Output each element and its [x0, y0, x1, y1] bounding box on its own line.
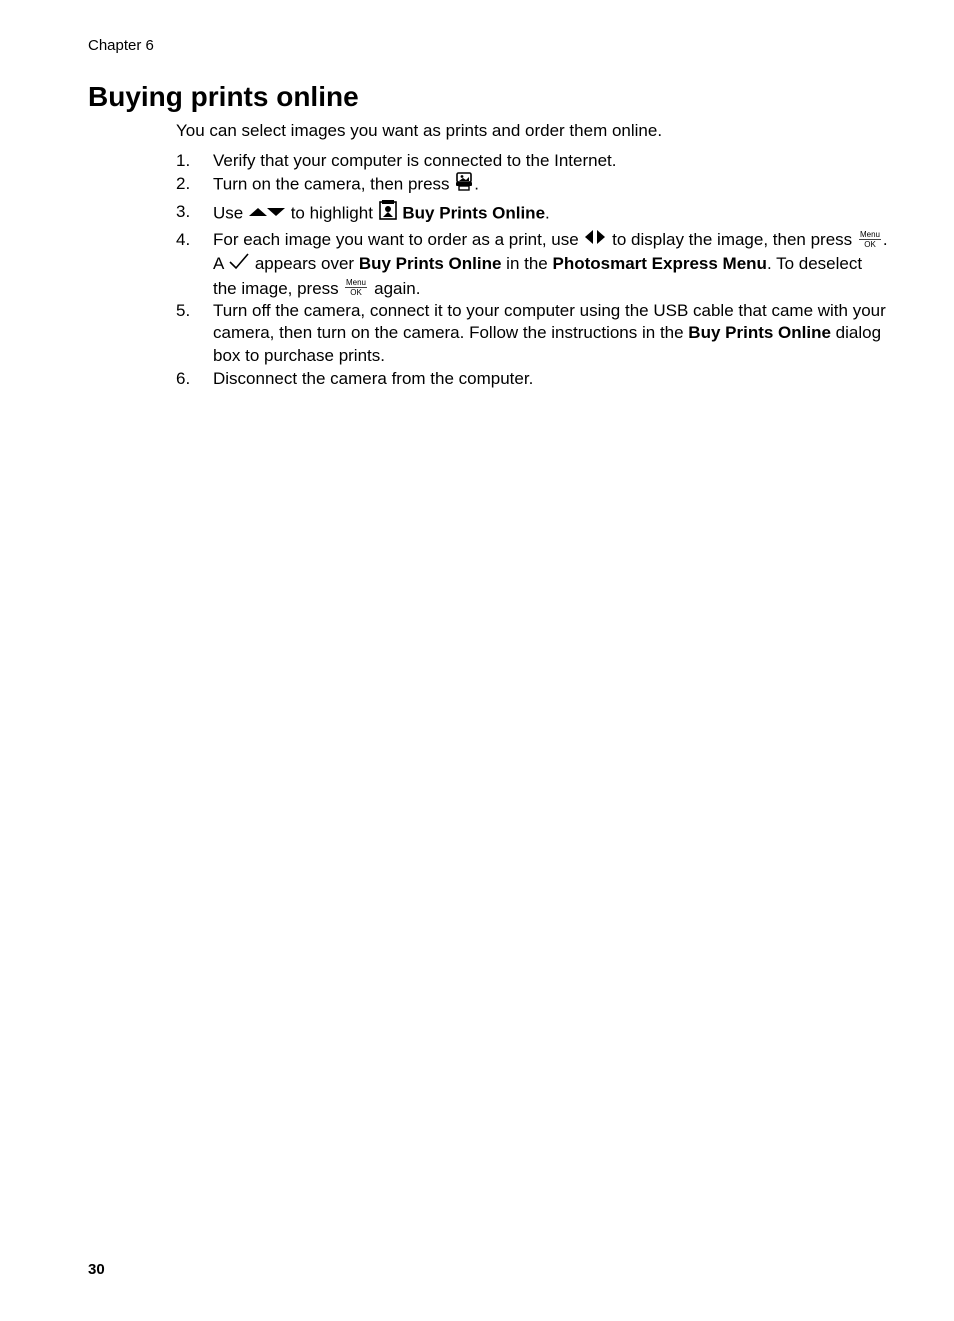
- steps-list: [176, 149, 888, 390]
- step-number: 1.: [176, 151, 191, 170]
- checkmark-icon: [228, 252, 250, 276]
- step-1: [176, 149, 888, 172]
- ok-label: OK: [864, 239, 876, 249]
- step-text: . A: [213, 230, 888, 274]
- step-number: 3.: [176, 202, 191, 221]
- step-number: 2.: [176, 174, 191, 193]
- step-text: Disconnect the camera from the computer.: [213, 369, 534, 389]
- step-text: dialog box to purchase prints.: [213, 323, 882, 365]
- step-5: [176, 300, 888, 368]
- step-3: [176, 200, 888, 228]
- step-text: . To deselect the image, press: [213, 254, 863, 298]
- step-text: to display the image, then press: [607, 230, 857, 249]
- step-bold-text: Photosmart Express Menu: [552, 254, 767, 274]
- step-bold-text: Buy Prints Online: [358, 254, 502, 274]
- step-6: [176, 367, 888, 390]
- photosmart-express-icon: [454, 171, 474, 197]
- ok-label: OK: [350, 288, 363, 298]
- step-text: to highlight: [285, 203, 378, 223]
- menu-ok-button-icon: [857, 229, 883, 249]
- menu-label: Menu: [346, 278, 367, 288]
- buy-prints-online-icon: [378, 199, 398, 227]
- left-right-arrows-icon: [583, 228, 607, 251]
- intro-paragraph: You can select images you want as prints and order them online.: [176, 121, 663, 140]
- step-text: Turn on the camera, then press: [213, 174, 455, 194]
- step-number: 4.: [176, 230, 191, 249]
- step-text: .: [545, 203, 550, 223]
- step-bold-text: Buy Prints Online: [402, 203, 546, 223]
- step-text: in the: [501, 254, 553, 274]
- step-text: Verify that your computer is connected to the Internet.: [213, 151, 617, 170]
- menu-ok-button-icon: [343, 277, 369, 297]
- step-text: again.: [369, 278, 421, 298]
- step-text: Use: [213, 203, 248, 223]
- page-title: Buying prints online: [88, 81, 359, 112]
- step-bold-text: Buy Prints Online: [688, 323, 831, 343]
- step-text: For each image you want to order as a print, use: [213, 230, 584, 249]
- step-number: 5.: [176, 300, 191, 320]
- step-text: Turn off the camera, connect it to your computer using the USB cable that came with your camera, then turn on the camera. Follow the instructions in the: [213, 300, 886, 343]
- step-text: appears over: [250, 254, 359, 274]
- step-number: 6.: [176, 369, 191, 389]
- step-2: [176, 172, 888, 198]
- step-text: .: [474, 174, 480, 194]
- page-number: 30: [88, 1261, 105, 1278]
- up-down-arrows-icon: [248, 202, 286, 225]
- menu-label: Menu: [859, 229, 880, 239]
- step-4: [176, 228, 888, 300]
- chapter-header: Chapter 6: [88, 37, 154, 54]
